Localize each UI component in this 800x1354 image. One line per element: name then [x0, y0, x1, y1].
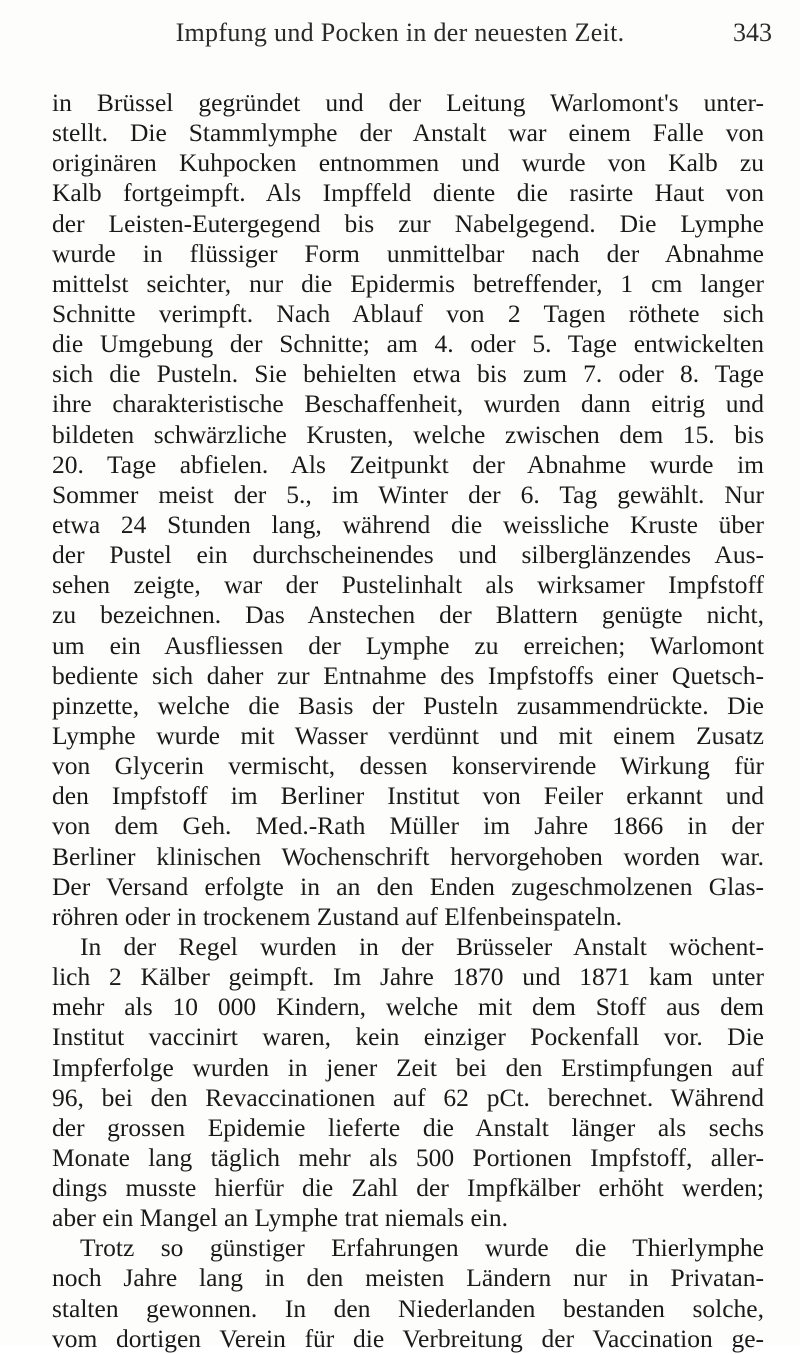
- text-line: mittelst seichter, nur die Epidermis betreffender, 1 cm langer: [52, 268, 764, 298]
- text-line: den Impfstoff im Berliner Institut von Feiler erkannt und: [52, 781, 764, 811]
- text-line: der grossen Epidemie lieferte die Anstalt länger als sechs: [52, 1112, 764, 1142]
- text-line: von Glycerin vermischt, dessen konservirende Wirkung für: [52, 751, 764, 781]
- text-line: bediente sich daher zur Entnahme des Impfstoffs einer Quetsch-: [52, 660, 764, 690]
- text-line: lich 2 Kälber geimpft. Im Jahre 1870 und 1871 kam unter: [52, 962, 764, 992]
- text-line: Kalb fortgeimpft. Als Impffeld diente die rasirte Haut von: [52, 178, 764, 208]
- text-line: pinzette, welche die Basis der Pusteln zusammendrückte. Die: [52, 690, 764, 720]
- text-line: dings musste hierfür die Zahl der Impfkälber erhöht werden;: [52, 1173, 764, 1203]
- running-head: [0, 18, 800, 58]
- text-line: von dem Geh. Med.-Rath Müller im Jahre 1866 in der: [52, 811, 764, 841]
- text-line: die Umgebung der Schnitte; am 4. oder 5. Tage entwickelten: [52, 329, 764, 359]
- text-line: Sommer meist der 5., im Winter der 6. Tag gewählt. Nur: [52, 479, 764, 509]
- paragraph-end-line: aber ein Mangel an Lymphe trat niemals ein.: [52, 1203, 509, 1233]
- running-title: Impfung und Pocken in der neuesten Zeit.: [175, 18, 625, 47]
- text-line: vom dortigen Verein für die Verbreitung der Vaccination ge-: [52, 1323, 764, 1353]
- text-line: Impferfolge wurden in jener Zeit bei den Erstimpfungen auf: [52, 1052, 764, 1082]
- text-line: der Leisten-Eutergegend bis zur Nabelgegend. Die Lymphe: [52, 208, 764, 238]
- text-line: originären Kuhpocken entnommen und wurde von Kalb zu: [52, 148, 764, 178]
- text-line: sich die Pusteln. Sie behielten etwa bis zum 7. oder 8. Tage: [52, 359, 764, 389]
- text-line: Der Versand erfolgte in an den Enden zugeschmolzenen Glas-: [52, 871, 764, 901]
- paragraph-end-line: röhren oder in trockenem Zustand auf Elfenbeinspateln.: [52, 901, 623, 931]
- text-line: noch Jahre lang in den meisten Ländern nur in Privatan-: [52, 1263, 764, 1293]
- text-line: Berliner klinischen Wochenschrift hervorgehoben worden war.: [52, 841, 764, 871]
- text-line: sehen zeigte, war der Pustelinhalt als wirksamer Impfstoff: [52, 570, 764, 600]
- body-text: [52, 88, 764, 1354]
- text-line: zu bezeichnen. Das Anstechen der Blattern genügte nicht,: [52, 600, 764, 630]
- text-line: stalten gewonnen. In den Niederlanden bestanden solche,: [52, 1293, 764, 1323]
- text-line: der Pustel ein durchscheinendes und silberglänzendes Aus-: [52, 540, 764, 570]
- text-line: mehr als 10 000 Kindern, welche mit dem Stoff aus dem: [52, 992, 764, 1022]
- text-line: Institut vaccinirt waren, kein einziger Pockenfall vor. Die: [52, 1022, 764, 1052]
- text-line: Lymphe wurde mit Wasser verdünnt und mit einem Zusatz: [52, 720, 764, 750]
- page-number: 343: [733, 18, 772, 47]
- paragraph-start-line: Trotz so günstiger Erfahrungen wurde die Thierlymphe: [80, 1233, 764, 1263]
- paragraph-start-line: In der Regel wurden in der Brüsseler Anstalt wöchent-: [80, 931, 764, 961]
- text-line: Schnitte verimpft. Nach Ablauf von 2 Tagen röthete sich: [52, 298, 764, 328]
- text-line: um ein Ausfliessen der Lymphe zu erreichen; Warlomont: [52, 630, 764, 660]
- text-line: Monate lang täglich mehr als 500 Portionen Impfstoff, aller-: [52, 1142, 764, 1172]
- text-line: in Brüssel gegründet und der Leitung Warlomont's unter-: [52, 88, 764, 117]
- text-line: ihre charakteristische Beschaffenheit, wurden dann eitrig und: [52, 389, 764, 419]
- text-line: etwa 24 Stunden lang, während die weissliche Kruste über: [52, 509, 764, 539]
- text-line: stellt. Die Stammlymphe der Anstalt war einem Falle von: [52, 118, 764, 148]
- text-line: 20. Tage abfielen. Als Zeitpunkt der Abnahme wurde im: [52, 449, 764, 479]
- text-line: wurde in flüssiger Form unmittelbar nach der Abnahme: [52, 238, 764, 268]
- text-line: 96, bei den Revaccinationen auf 62 pCt. berechnet. Während: [52, 1082, 764, 1112]
- text-line: bildeten schwärzliche Krusten, welche zwischen dem 15. bis: [52, 419, 764, 449]
